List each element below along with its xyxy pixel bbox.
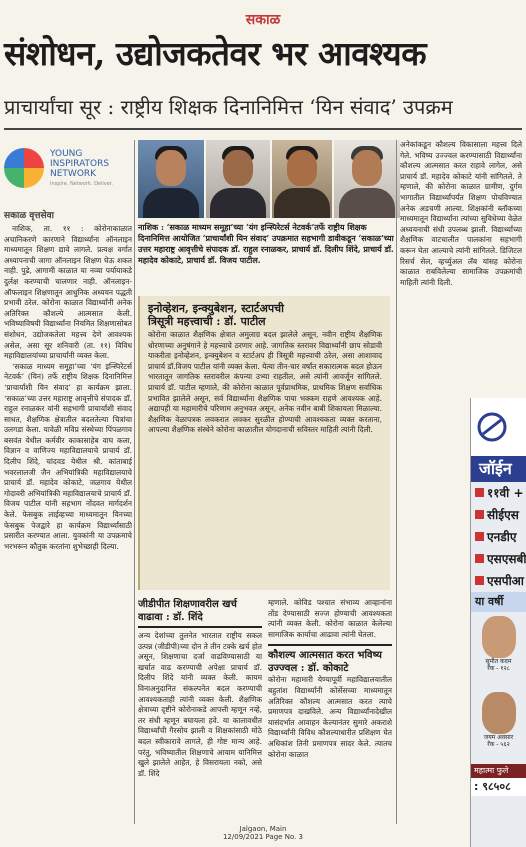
ad-item: सीईएस [471, 504, 526, 526]
student-rank: रँक - ५६२ [487, 741, 510, 748]
box-body: कोरोना काळात शैक्षणिक क्षेत्रात अमुलाग्र बदल झालेले असून, नवीन राष्ट्रीय शैक्षणिक धोरणाच्या अनुषंगाने हे महत्त्वाचे ठरणार आहे. जागतिक स्तरावर विद्यार्थ्यांनी छाप सोडावी याकरीता इनोव्हेशन, इन्क्युबेशन व स्टार्टअप ही त्रिसूत्री महत्त्वाची ठरेल, असा आशावाद प्राचार्य डॉ.विजय पाटील यांनी व्यक्त केला. येत्या तीन-चार वर्षांत सकारात्मक बदल होऊन भारतातून जागतिक स्तरावरील कंपन्या उभ्या राहतील, असे त्यांनी आवर्जून सांगितले. प्राचार्य डॉ. पाटील म्हणाले, की कोरोना काळात पूर्वप्राथमिक, प्राथमिक शिक्षण सर्वाधिक प्रभावित झालेले असून, सर्व विद्यार्थ्यांना शैक्षणिक पाया भक्कम राहणे आवश्यक आहे. अद्यापही या महामारीचे परिणाम अनुभवत असून, अनेक नवीन बाबी शिकायला मिळाल्या. शैक्षणिक वेळापत्रक लवकरात लवकर सुरळीत होण्याची आवश्यकता व्यक्त करताना, आपल्या शैक्षणिक संस्थेने कोरोना काळातील योगदानाची सविस्तर माहिती त्यांनी दिली. [148, 330, 382, 435]
column-divider [396, 140, 397, 824]
article-column-3 [268, 598, 392, 824]
footer-edition: Jalgaon, Main [239, 825, 287, 833]
article-column-2 [138, 598, 262, 824]
emblem-icon [477, 412, 507, 442]
yin-logo-text [50, 149, 113, 187]
logo-tagline: Inspire. Network. Deliver. [50, 181, 113, 187]
byline: सकाळ वृत्तसेवा [4, 211, 54, 221]
section-rule [138, 626, 262, 628]
student-name: जयम अवसार [483, 734, 514, 741]
article-paragraph: नाशिक, ता. ११ : कोरोनाकाळात अचानिकरणे कारणाने विद्यार्थ्यांना ऑनलाइन माध्यमातून शिक्षण द्यावे लागले. प्रत्यक्ष वर्गात अध्यापनाची जागा ऑनलाइन शिक्षण घेऊ शकत नाही. पुढे, आगामी काळात या नव्या पर्यायाकडे दुर्लक्ष करण्याची चालणार नाही. ऑनलाइन-ऑफलाइन शिक्षणातून आधुनिक अध्ययन पद्धती प्रभावी ठरेल. कोरोना काळात विद्यार्थ्यांनी अनेक अतिरिक्त कौशल्ये आत्मसात केली. भविष्याविषयी विद्यार्थ्यांना नियमित शिक्षणासोबत संशोधन, उद्योजकतेला महत्त्व देणे आवश्यक असेल, असा सूर शनिवारी (ता. ११) विविध महाविद्यालयांच्या प्राचार्यांनी व्यक्त केला. [4, 224, 132, 361]
headline-rule [4, 128, 522, 130]
page-footer [0, 825, 526, 841]
ad-item: एसएसबी [471, 548, 526, 570]
section-rule [268, 644, 392, 646]
ad-join-banner: जॉईन [471, 456, 526, 482]
ad-item: एनडीए [471, 526, 526, 548]
photo-rahul-ranalkar [138, 140, 204, 218]
logo-line-2: INSPIRATORS [50, 159, 110, 169]
photo-vijay-patil [334, 140, 400, 218]
section-title-shinde: जीडीपीत शिक्षणावरील खर्च वाढावा : डॉ. शिंदे [138, 599, 237, 623]
ad-item: ११वी + [471, 482, 526, 504]
logo-line-1: YOUNG [50, 149, 83, 159]
ad-item: एसपीआ [471, 570, 526, 592]
logo-line-3: NETWORK [50, 169, 97, 179]
article-paragraph: ‘सकाळ माध्यम समूहा’च्या ‘यंग इन्स्पिरेटर्स नेटवर्क’ (यिन) तर्फे राष्ट्रीय शिक्षक दिनानिमित्त ‘प्राचार्यांशी यिन संवाद’ हा कार्यक्रम झाला. ‘सकाळ’च्या उत्तर महाराष्ट्र आवृत्तीचे संपादक डॉ. राहुल रनाळकर यांनी सहभागी प्राचार्यांशी संवाद साधत, शैक्षणिक क्षेत्रातील बदलतेल्या चित्रांचा उलगडा केला. यावेळी मविप्र संस्थेच्या पिंपळगाव बसवंत येथील कर्मवीर काकासाहेब वाघ कला, विज्ञान व वाणिज्य महाविद्यालयाचे प्राचार्य डॉ. दिलीप शिंदे, चांदवड येथील श्री. कांताबाई भवरलालजी जैन अभियांत्रिकी महाविद्यालयाचे प्राचार्य डॉ. महादेव कोकाटे, जळगाव येथील गोदावरी अभियांत्रिकी महाविद्यालयाचे प्राचार्य डॉ. विजय पाटील यांनी सहभाग नोंदवत मार्गदर्शन केले. फेसबुक लाईव्हच्या माध्यमातून यिनच्या फेसबुक पेजद्वारे हा कार्यक्रम विद्यार्थ्यांसाठी प्रसारीत करण्यात आला. युवकांनी या उपक्रमाचे भरभरून कौतुक करतांना शुभेच्छाही दिल्या. [4, 361, 132, 551]
student-photo [482, 616, 516, 658]
ad-student-card [471, 692, 526, 764]
ad-student-card [471, 616, 526, 688]
masthead: सकाळ [245, 12, 281, 28]
ad-results-banner: या वर्षी [471, 592, 526, 612]
box-title: त्रिसूत्री महत्त्वाची : डॉ. पाटील [148, 315, 266, 328]
ad-emblem [471, 398, 526, 456]
column-divider [134, 140, 135, 824]
footer-date-page: 12/09/2021 Page No. 3 [222, 833, 304, 841]
photo-mahadev-kokate [272, 140, 332, 218]
student-photo [482, 692, 516, 734]
photo-dilip-shinde [206, 140, 270, 218]
article-column-1 [4, 224, 132, 824]
yin-logo [4, 138, 132, 198]
section-body-shinde: अन्य देशांच्या तुलनेत भारतात राष्ट्रीय सकल उत्पन्न (जीडीपी)च्या दोन ते तीन टक्के खर्च होत असून, शिक्षणाचा दर्जा वाढविण्यासाठी या खर्चात वाढ करण्याची अपेक्षा प्राचार्य डॉ. दिलीप शिंदे यांनी व्यक्त केली. कायम विनाअनुदानित संकल्पनेत बदल करण्याची आवश्यकताही त्यांनी व्यक्त केली. शैक्षणिक क्षेत्राच्या दृष्टीने कोरोनाकडे आपत्ती म्हणून नव्हे, तर संधी म्हणून बघायला हवे. या कालावधीत विद्यार्थ्यांची गैरसोय झाली व शिक्षकांसाठी मोठे बदल स्वीकारावे लागले, ही गोष्ट मान्य आहे. परंतु, भविष्यातील शिक्षणाचे आयाम यानिमित्त खुले झालेले आहेत, हे विसरायला नको, असे डॉ. शिंदे [138, 631, 262, 778]
student-name: सुमीत कदम [485, 658, 512, 665]
ad-phone: : ९८५०८ [471, 778, 526, 796]
advertisement[interactable] [470, 398, 526, 847]
box-kicker: इनोव्हेशन, इन्क्युबेशन, स्टार्टअपची [148, 302, 284, 315]
column-3-continuation: म्हणाले. कोविड पश्चात संभाव्य आव्हानांना तोंड देण्यासाठी सज्ज होण्याची आवश्यकता त्यांनी व्यक्त केली. कोरोना काळात केलेल्या सामाजिक कार्याचा आढावा त्यांनी घेतला. [268, 598, 392, 639]
headline: संशोधन, उद्योजकतेवर भर आवश्यक [4, 34, 427, 73]
yin-logo-mark [4, 148, 44, 188]
section-body-kokate: कोरोना महामारी येण्यापूर्वी महाविद्यालयातील बहुतांश विद्यार्थ्यांनी कोर्सेसच्या माध्यमातून अतिरिक्त कौशल्य आत्मसात करत त्याचे प्रमाणपत्र दाखविले. अन्य विद्यार्थ्यांनादेखील यासंदर्भात आवाहन केल्यानंतर सुमारे अकराशे विद्यार्थ्यांनी विविध कौशल्याधारीत प्रशिक्षण घेत अधिकांश तिनी प्रमाणपत्र सादर केले. त्यातच कोरोना काळात [268, 675, 392, 759]
photo-caption: नाशिक : ‘सकाळ माध्यम समूहा’च्या ‘यंग इन्स्पिरेटर्स नेटवर्क’तर्फे राष्ट्रीय शिक्षक दिनानिमित्त आयोजित ‘प्राचार्यांशी यिन संवाद’ उपक्रमात सहभागी डावीकडून ‘सकाळ’च्या उत्तर महाराष्ट्र आवृत्तीचे संपादक डॉ. राहुल रनाळकर, प्राचार्य डॉ. दिलीप शिंदे, प्राचार्य डॉ. महादेव कोकाटे, प्राचार्य डॉ. विजय पाटील. [138, 222, 394, 265]
article-column-4: अनेकांकडून कौशल्य विकासाला महत्त्व दिले गेले. भविष्य उज्ज्वल करण्यासाठी विद्यार्थ्यांना कौशल्य आत्मसात करत राहावे लागेल, असे प्राचार्य डॉ. महादेव कोकाटे यांनी सांगितले. ते म्हणाले, की कोरोना काळात ग्रामीण, दुर्गम भागातील विद्यार्थ्यांपर्यंत शिक्षण पोचविण्यात अनेक अडचणी आल्या. शिक्षकांनी ब्लॉकच्या माध्यमातून विद्यार्थ्यांना त्यांच्या सुविधेच्या वेळेत अध्ययनाची संधी उपलब्ध झाली. विद्यार्थ्यांच्या शैक्षणिक वाटचालीत पालकांना सहभागी करून घेता आल्याचे त्यांनी सांगितले. डिजिटल रिसर्च सेल, व्हर्च्युअल लॅब यांसह कोरोना काळात राबविलेल्या सामाजिक उपक्रमांची माहिती त्यांनी दिली. [400, 140, 522, 287]
subheadline: प्राचार्यांचा सूर : राष्ट्रीय शिक्षक दिनानिमित्त ‘यिन संवाद’ उपक्रम [4, 95, 453, 119]
sidebar-box [138, 296, 390, 590]
section-title-kokate: कौशल्य आत्मसात करत भविष्य उज्ज्वल : डॉ. कोकाटे [268, 650, 382, 675]
ad-footer: महात्मा फुले [471, 764, 526, 778]
student-rank: रँक - १२८ [487, 665, 510, 672]
